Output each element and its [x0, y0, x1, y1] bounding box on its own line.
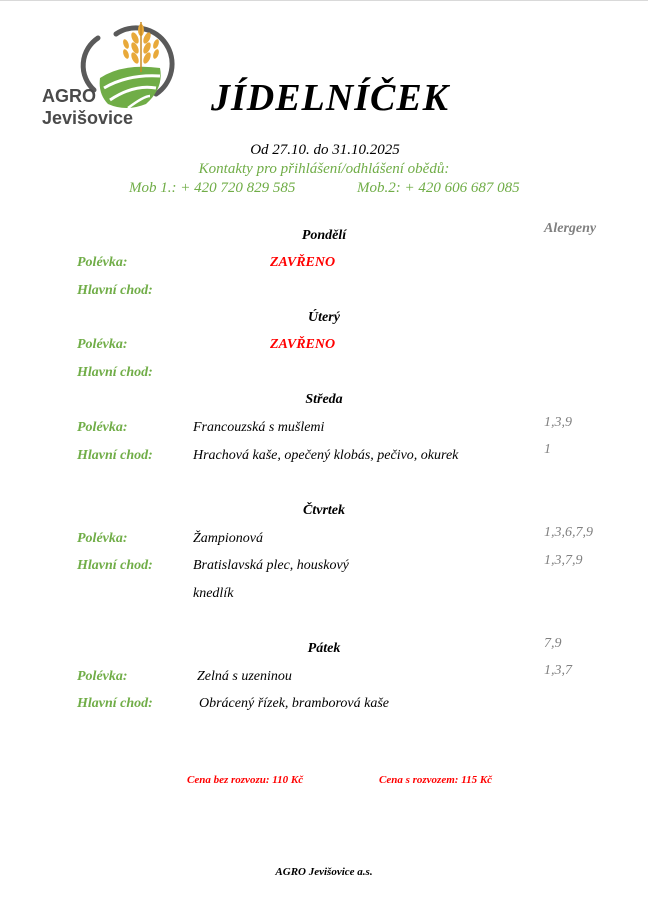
main-dish-line-2: knedlík: [193, 586, 234, 601]
main-allergens: 1: [544, 442, 551, 457]
soup-allergens: 1,3,9: [544, 415, 572, 430]
allergens-a: 7,9: [544, 636, 562, 651]
main-dish: Obrácený řízek, bramborová kaše: [199, 696, 389, 711]
day-heading-tuesday: Úterý: [308, 310, 340, 325]
main-dish: Hrachová kaše, opečený klobás, pečivo, okurek: [193, 448, 459, 463]
phone-1: Mob 1.: + 420 720 829 585: [129, 180, 296, 196]
main-course-label: Hlavní chod:: [77, 365, 153, 380]
main-course-label: Hlavní chod:: [77, 696, 153, 711]
price-with-delivery: Cena s rozvozem: 115 Kč: [379, 774, 493, 786]
company-logo: [38, 8, 178, 133]
day-heading-wednesday: Středa: [305, 392, 343, 407]
price-without-delivery: Cena bez rozvozu: 110 Kč: [187, 774, 304, 786]
main-course-label: Hlavní chod:: [77, 558, 153, 573]
footer-company: AGRO Jevišovice a.s.: [275, 866, 373, 878]
soup-dish: Zelná s uzeninou: [197, 669, 292, 684]
closed-text: ZAVŘENO: [270, 337, 336, 352]
date-range: Od 27.10. do 31.10.2025: [250, 142, 400, 158]
main-dish-line-1: Bratislavská plec, houskový: [193, 558, 349, 573]
top-border-line: [0, 0, 648, 1]
day-heading-monday: Pondělí: [301, 228, 347, 243]
phone-2: Mob.2: + 420 606 687 085: [357, 180, 520, 196]
main-course-label: Hlavní chod:: [77, 283, 153, 298]
closed-text: ZAVŘENO: [270, 255, 336, 270]
soup-label: Polévka:: [77, 255, 128, 270]
logo-text-jevisovice: Jevišovice: [42, 108, 134, 128]
day-heading-friday: Pátek: [307, 641, 341, 656]
contacts-label: Kontakty pro přihlášení/odhlášení obědů:: [198, 161, 450, 177]
soup-dish: Žampionová: [193, 531, 263, 546]
main-course-label: Hlavní chod:: [77, 448, 153, 463]
allergens-header: Alergeny: [544, 221, 597, 236]
soup-allergens: 1,3,6,7,9: [544, 525, 593, 540]
soup-label: Polévka:: [77, 531, 128, 546]
soup-dish: Francouzská s mušlemi: [193, 420, 325, 435]
soup-label: Polévka:: [77, 420, 128, 435]
page-title: JÍDELNÍČEK: [210, 77, 450, 119]
logo-text-agro: AGRO: [42, 86, 96, 106]
soup-label: Polévka:: [77, 669, 128, 684]
main-allergens: 1,3,7,9: [544, 553, 583, 568]
soup-label: Polévka:: [77, 337, 128, 352]
allergens-b: 1,3,7: [544, 663, 572, 678]
day-heading-thursday: Čtvrtek: [303, 503, 345, 518]
